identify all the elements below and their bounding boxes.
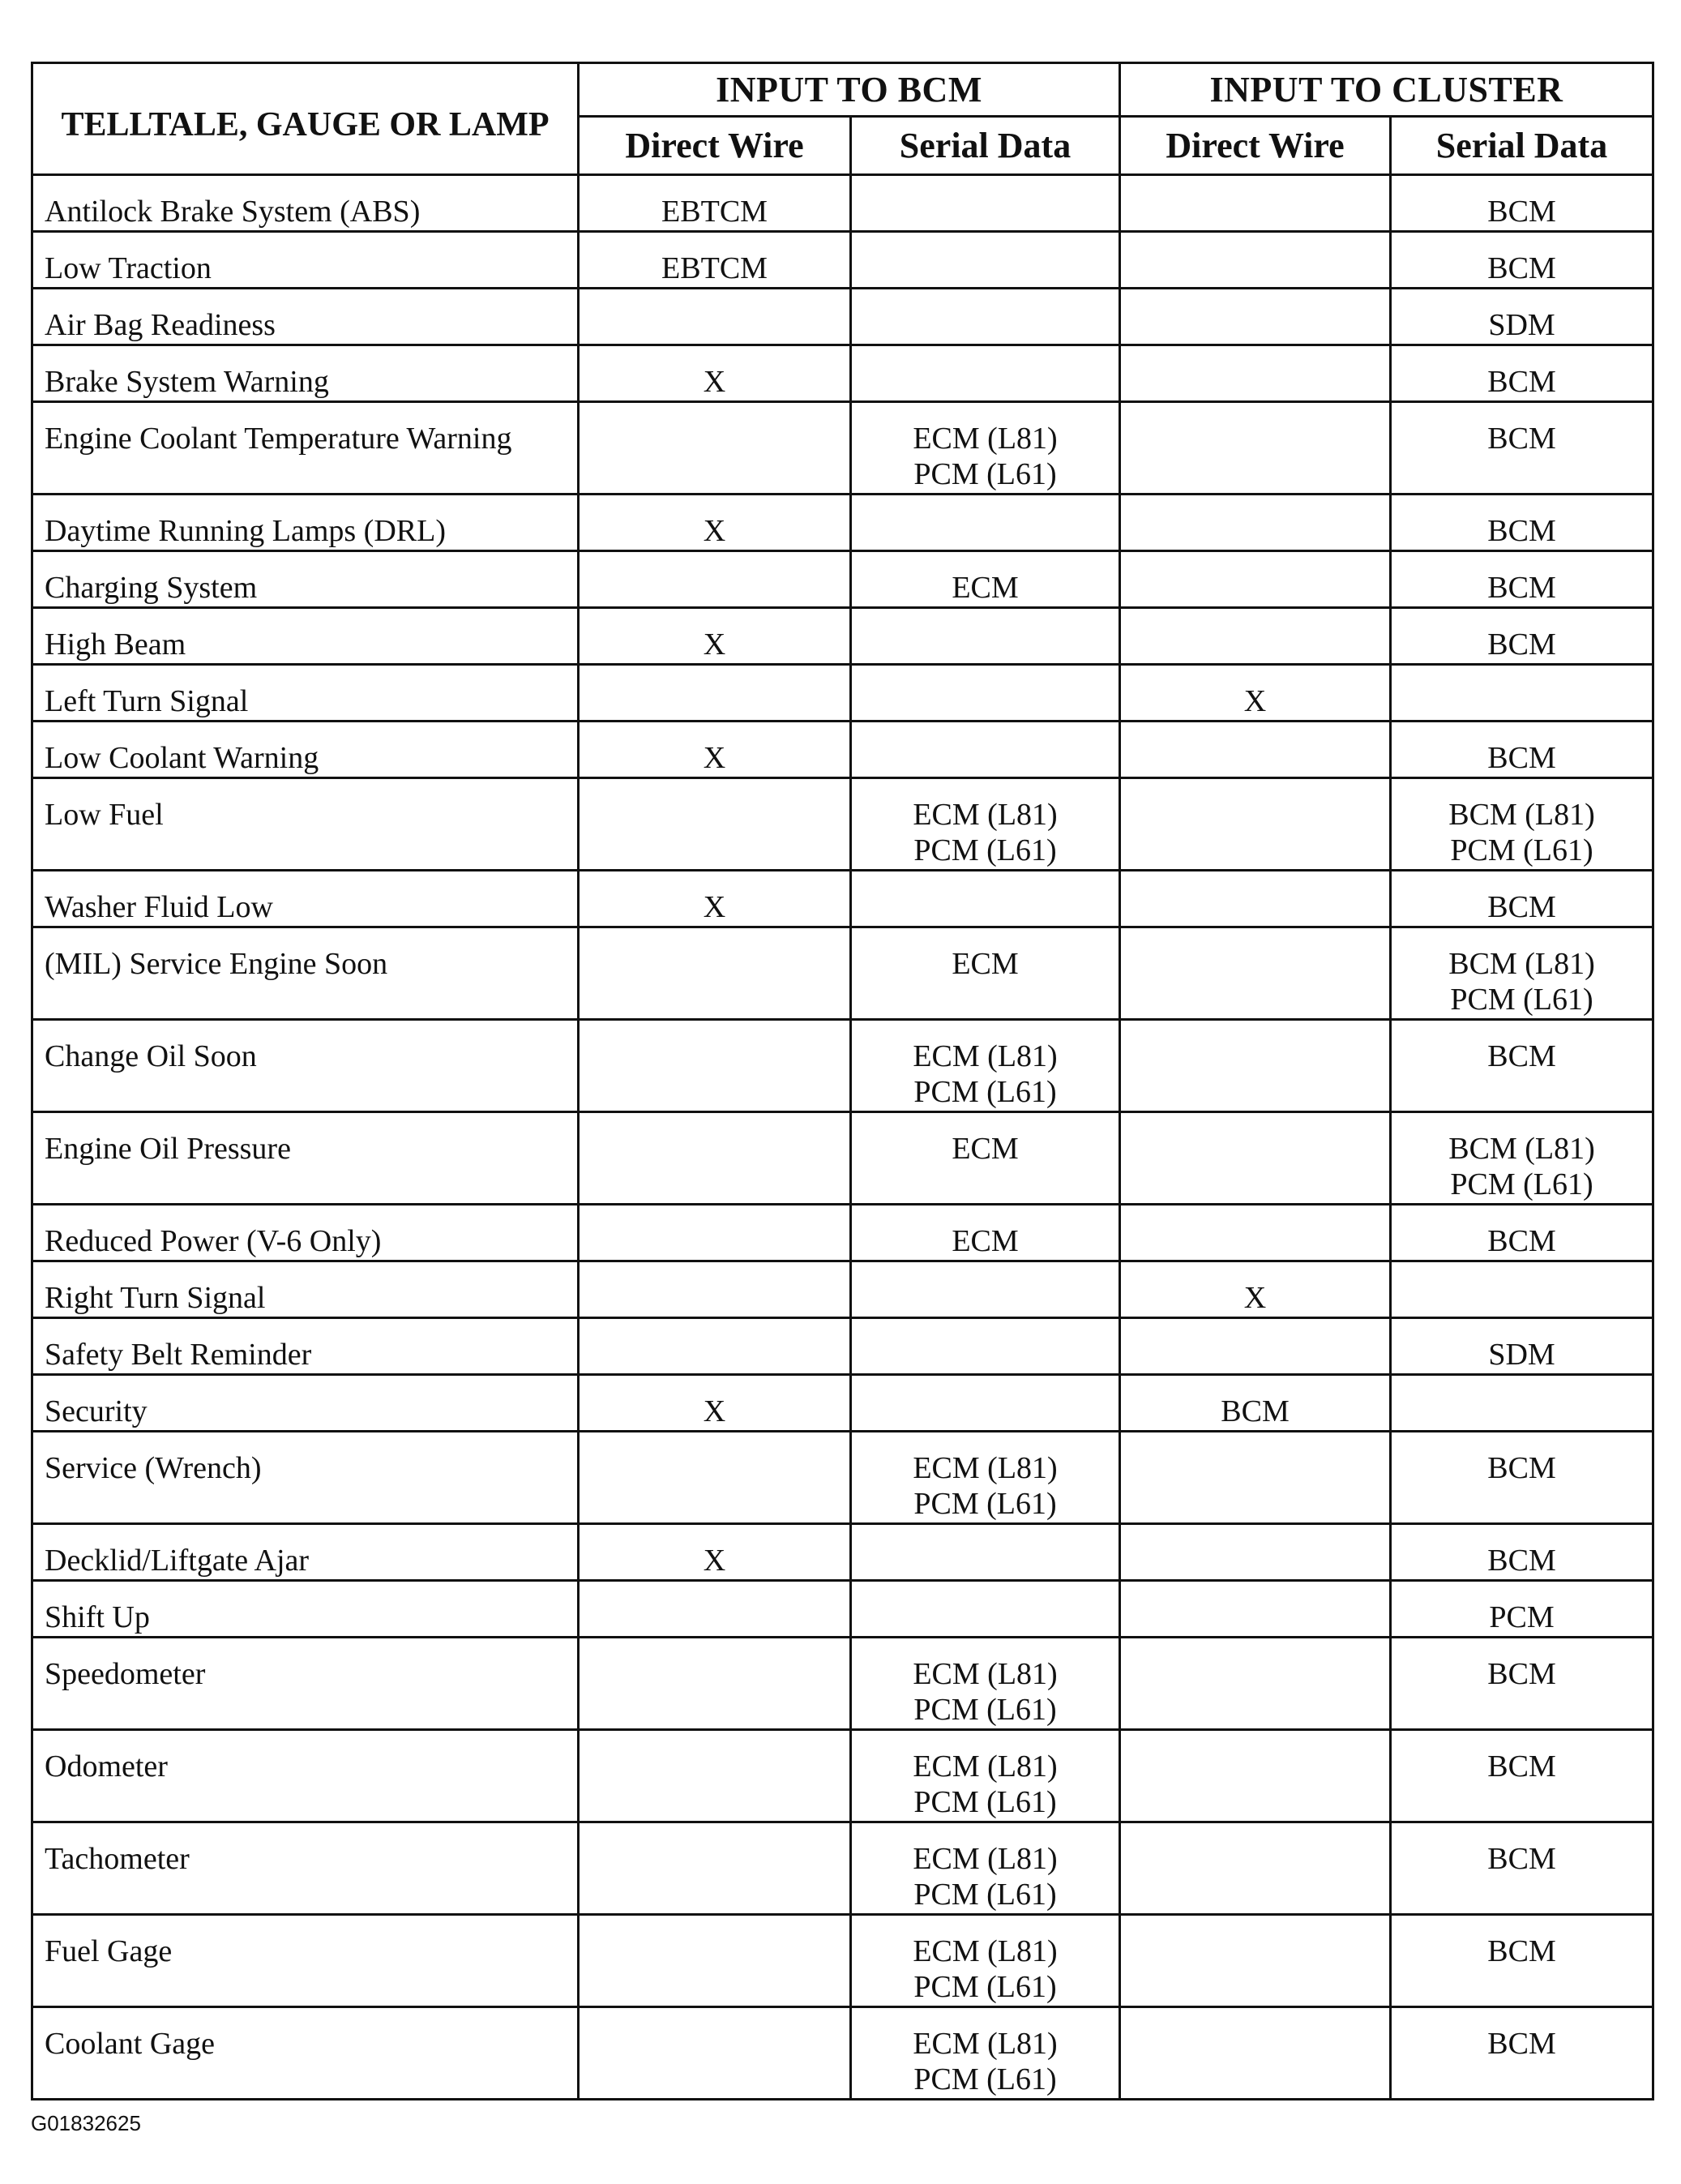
cell-bcm-direct-wire: EBTCM [579, 232, 851, 289]
cell-bcm-serial-data [851, 1318, 1120, 1375]
cell-cluster-serial-data: BCM [1391, 608, 1653, 665]
cell-telltale-name: Antilock Brake System (ABS) [32, 175, 579, 232]
cell-telltale-name: (MIL) Service Engine Soon [32, 927, 579, 1020]
cell-cluster-direct-wire [1120, 1581, 1391, 1638]
table-row [32, 1915, 1653, 2007]
telltale-input-table [31, 62, 1654, 2100]
column-header-telltale: TELLTALE, GAUGE OR LAMP [32, 63, 579, 175]
cell-bcm-serial-data [851, 289, 1120, 345]
cell-cluster-direct-wire [1120, 927, 1391, 1020]
table-row [32, 665, 1653, 722]
cell-cluster-direct-wire [1120, 1318, 1391, 1375]
cell-telltale-name: Left Turn Signal [32, 665, 579, 722]
subheader-cluster-serial-data: Serial Data [1391, 117, 1653, 175]
cell-cluster-serial-data [1391, 1375, 1653, 1432]
cell-bcm-direct-wire [579, 402, 851, 495]
table-row [32, 1432, 1653, 1524]
cell-telltale-name: Right Turn Signal [32, 1261, 579, 1318]
cell-bcm-direct-wire [579, 1638, 851, 1730]
cell-cluster-direct-wire [1120, 345, 1391, 402]
cell-telltale-name: Change Oil Soon [32, 1020, 579, 1112]
cell-bcm-direct-wire [579, 927, 851, 1020]
table-row [32, 1261, 1653, 1318]
cell-telltale-name: Reduced Power (V-6 Only) [32, 1205, 579, 1261]
cell-telltale-name: Speedometer [32, 1638, 579, 1730]
table-row [32, 175, 1653, 232]
cell-cluster-serial-data: BCM [1391, 871, 1653, 927]
cell-telltale-name: Low Fuel [32, 778, 579, 871]
cell-cluster-direct-wire [1120, 551, 1391, 608]
cell-cluster-serial-data: BCM [1391, 232, 1653, 289]
cell-telltale-name: Security [32, 1375, 579, 1432]
table-row [32, 232, 1653, 289]
cell-cluster-direct-wire [1120, 722, 1391, 778]
table-row [32, 289, 1653, 345]
cell-bcm-serial-data [851, 871, 1120, 927]
table-row [32, 722, 1653, 778]
cell-cluster-serial-data: BCM (L81) PCM (L61) [1391, 927, 1653, 1020]
cell-bcm-serial-data [851, 1524, 1120, 1581]
subheader-cluster-direct-wire: Direct Wire [1120, 117, 1391, 175]
cell-bcm-direct-wire: EBTCM [579, 175, 851, 232]
cell-cluster-serial-data: BCM (L81) PCM (L61) [1391, 778, 1653, 871]
table-row [32, 1822, 1653, 1915]
table-row [32, 871, 1653, 927]
cell-bcm-serial-data: ECM [851, 927, 1120, 1020]
cell-bcm-direct-wire [579, 1915, 851, 2007]
table-row [32, 1375, 1653, 1432]
cell-bcm-direct-wire [579, 1432, 851, 1524]
cell-cluster-serial-data [1391, 1261, 1653, 1318]
cell-telltale-name: Low Traction [32, 232, 579, 289]
cell-cluster-direct-wire [1120, 289, 1391, 345]
group-header-bcm: INPUT TO BCM [579, 63, 1120, 117]
cell-cluster-direct-wire [1120, 1638, 1391, 1730]
cell-cluster-serial-data: BCM [1391, 722, 1653, 778]
cell-telltale-name: Charging System [32, 551, 579, 608]
cell-telltale-name: Service (Wrench) [32, 1432, 579, 1524]
cell-bcm-serial-data: ECM (L81) PCM (L61) [851, 1822, 1120, 1915]
cell-cluster-serial-data: SDM [1391, 289, 1653, 345]
cell-bcm-serial-data [851, 495, 1120, 551]
cell-cluster-serial-data [1391, 665, 1653, 722]
table-row [32, 927, 1653, 1020]
cell-telltale-name: Coolant Gage [32, 2007, 579, 2100]
table-row [32, 2007, 1653, 2100]
cell-cluster-direct-wire [1120, 1432, 1391, 1524]
table-body [32, 175, 1653, 2100]
cell-cluster-serial-data: BCM [1391, 1822, 1653, 1915]
cell-telltale-name: Low Coolant Warning [32, 722, 579, 778]
cell-bcm-direct-wire [579, 1112, 851, 1205]
cell-bcm-serial-data: ECM (L81) PCM (L61) [851, 1638, 1120, 1730]
table-row [32, 495, 1653, 551]
cell-bcm-direct-wire [579, 665, 851, 722]
table-row [32, 1638, 1653, 1730]
table-row [32, 1318, 1653, 1375]
cell-cluster-serial-data: BCM [1391, 1432, 1653, 1524]
cell-telltale-name: Engine Coolant Temperature Warning [32, 402, 579, 495]
cell-bcm-direct-wire [579, 289, 851, 345]
cell-cluster-direct-wire [1120, 1915, 1391, 2007]
cell-telltale-name: Engine Oil Pressure [32, 1112, 579, 1205]
table-row [32, 345, 1653, 402]
cell-cluster-direct-wire [1120, 175, 1391, 232]
table-row [32, 551, 1653, 608]
cell-cluster-serial-data: BCM [1391, 1524, 1653, 1581]
subheader-bcm-serial-data: Serial Data [851, 117, 1120, 175]
cell-cluster-direct-wire [1120, 402, 1391, 495]
cell-cluster-serial-data: BCM [1391, 1020, 1653, 1112]
cell-cluster-serial-data: BCM [1391, 345, 1653, 402]
cell-telltale-name: Decklid/Liftgate Ajar [32, 1524, 579, 1581]
cell-cluster-direct-wire [1120, 2007, 1391, 2100]
table-row [32, 1205, 1653, 1261]
cell-cluster-serial-data: BCM [1391, 1638, 1653, 1730]
cell-cluster-direct-wire [1120, 495, 1391, 551]
cell-cluster-direct-wire [1120, 1020, 1391, 1112]
cell-bcm-serial-data: ECM (L81) PCM (L61) [851, 1020, 1120, 1112]
cell-bcm-serial-data [851, 232, 1120, 289]
cell-cluster-direct-wire [1120, 1730, 1391, 1822]
subheader-bcm-direct-wire: Direct Wire [579, 117, 851, 175]
cell-bcm-direct-wire [579, 778, 851, 871]
cell-bcm-direct-wire: X [579, 608, 851, 665]
cell-cluster-serial-data: BCM [1391, 551, 1653, 608]
cell-bcm-direct-wire: X [579, 495, 851, 551]
cell-cluster-direct-wire [1120, 1205, 1391, 1261]
cell-bcm-direct-wire [579, 1318, 851, 1375]
cell-cluster-serial-data: BCM [1391, 1730, 1653, 1822]
cell-bcm-direct-wire: X [579, 1375, 851, 1432]
cell-cluster-direct-wire [1120, 1524, 1391, 1581]
cell-bcm-serial-data: ECM (L81) PCM (L61) [851, 1730, 1120, 1822]
group-header-cluster: INPUT TO CLUSTER [1120, 63, 1653, 117]
table-row [32, 1112, 1653, 1205]
cell-bcm-serial-data: ECM (L81) PCM (L61) [851, 2007, 1120, 2100]
cell-bcm-direct-wire [579, 1205, 851, 1261]
table-row [32, 402, 1653, 495]
cell-bcm-serial-data: ECM [851, 551, 1120, 608]
cell-bcm-direct-wire [579, 1730, 851, 1822]
cell-bcm-direct-wire: X [579, 871, 851, 927]
cell-bcm-serial-data [851, 608, 1120, 665]
cell-bcm-serial-data: ECM [851, 1112, 1120, 1205]
cell-bcm-serial-data [851, 1261, 1120, 1318]
cell-bcm-serial-data: ECM (L81) PCM (L61) [851, 1432, 1120, 1524]
cell-telltale-name: Shift Up [32, 1581, 579, 1638]
cell-cluster-direct-wire: BCM [1120, 1375, 1391, 1432]
cell-bcm-serial-data: ECM (L81) PCM (L61) [851, 778, 1120, 871]
cell-telltale-name: High Beam [32, 608, 579, 665]
table-row [32, 1020, 1653, 1112]
cell-cluster-direct-wire: X [1120, 1261, 1391, 1318]
cell-telltale-name: Tachometer [32, 1822, 579, 1915]
cell-cluster-direct-wire [1120, 608, 1391, 665]
cell-bcm-direct-wire [579, 1020, 851, 1112]
cell-bcm-serial-data: ECM (L81) PCM (L61) [851, 402, 1120, 495]
cell-cluster-serial-data: BCM [1391, 175, 1653, 232]
cell-cluster-serial-data: BCM [1391, 2007, 1653, 2100]
cell-bcm-direct-wire [579, 2007, 851, 2100]
cell-cluster-direct-wire: X [1120, 665, 1391, 722]
cell-telltale-name: Daytime Running Lamps (DRL) [32, 495, 579, 551]
cell-bcm-direct-wire: X [579, 722, 851, 778]
cell-bcm-serial-data [851, 722, 1120, 778]
cell-telltale-name: Washer Fluid Low [32, 871, 579, 927]
cell-bcm-direct-wire [579, 1822, 851, 1915]
table-row [32, 778, 1653, 871]
table-row [32, 608, 1653, 665]
cell-bcm-serial-data [851, 345, 1120, 402]
cell-cluster-serial-data: PCM [1391, 1581, 1653, 1638]
cell-bcm-serial-data: ECM (L81) PCM (L61) [851, 1915, 1120, 2007]
cell-bcm-direct-wire: X [579, 345, 851, 402]
cell-cluster-direct-wire [1120, 778, 1391, 871]
cell-cluster-direct-wire [1120, 1822, 1391, 1915]
cell-cluster-direct-wire [1120, 1112, 1391, 1205]
cell-cluster-serial-data: BCM [1391, 1205, 1653, 1261]
table-row [32, 1730, 1653, 1822]
cell-cluster-serial-data: BCM (L81) PCM (L61) [1391, 1112, 1653, 1205]
cell-telltale-name: Brake System Warning [32, 345, 579, 402]
cell-bcm-direct-wire: X [579, 1524, 851, 1581]
table-row [32, 1581, 1653, 1638]
cell-cluster-direct-wire [1120, 871, 1391, 927]
cell-cluster-serial-data: SDM [1391, 1318, 1653, 1375]
cell-telltale-name: Odometer [32, 1730, 579, 1822]
cell-bcm-serial-data [851, 1375, 1120, 1432]
cell-bcm-serial-data [851, 665, 1120, 722]
cell-telltale-name: Safety Belt Reminder [32, 1318, 579, 1375]
cell-cluster-serial-data: BCM [1391, 1915, 1653, 2007]
cell-cluster-direct-wire [1120, 232, 1391, 289]
cell-bcm-direct-wire [579, 1581, 851, 1638]
figure-id: G01832625 [31, 2111, 141, 2135]
cell-telltale-name: Fuel Gage [32, 1915, 579, 2007]
cell-bcm-serial-data: ECM [851, 1205, 1120, 1261]
cell-telltale-name: Air Bag Readiness [32, 289, 579, 345]
cell-bcm-serial-data [851, 1581, 1120, 1638]
cell-cluster-serial-data: BCM [1391, 402, 1653, 495]
table-row [32, 1524, 1653, 1581]
cell-bcm-direct-wire [579, 1261, 851, 1318]
cell-cluster-serial-data: BCM [1391, 495, 1653, 551]
cell-bcm-serial-data [851, 175, 1120, 232]
cell-bcm-direct-wire [579, 551, 851, 608]
